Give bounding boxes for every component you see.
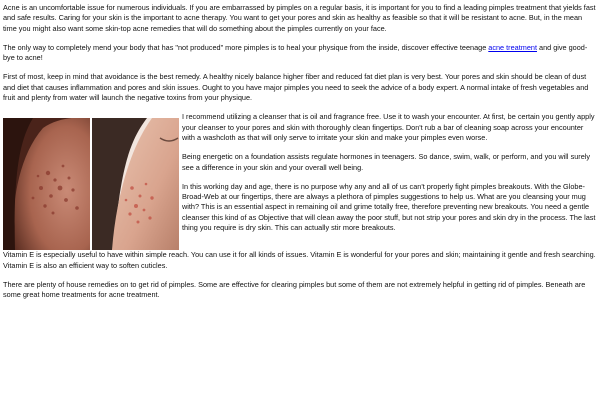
paragraph-home-remedies: There are plenty of house remedies on to get rid of pimples. Some are effective for clearing pimples but some of them are not extremely helpful in getting rid of pimples. Beneath are some great home treatments for acne treatment. [3, 279, 586, 300]
acne-treatment-link[interactable]: acne treatment [488, 42, 537, 52]
paragraph-vitamin-e: Vitamin E is especially useful to have within simple reach. You can use it for all kinds of issues. Vitamin E is wonderful for your pores and skin; maintaining it gentle and fresh searching. Vitamin E is also an efficient way to soften cuticles. [3, 250, 596, 270]
paragraph-intro: Acne is an uncomfortable issue for numerous individuals. If you are embarrassed by pimples on a regular basis, it is important for you to find a leading pimples treatment that yields fast and safe results. Caring for your skin is the important to acne therapy. You want to get your pores and skin as healthy as feasible so that it will be resistant to acne. But, in the mean time you might also want some skin-top acne remedies that will do something about the pimples currently on your face. [3, 3, 596, 33]
paragraph-text: The only way to completely mend your body that has "not produced" more pimples is to heal your physique from the inside, discover effective teenage [3, 42, 489, 52]
paragraph-cleanser: I recommend utilizing a cleanser that is oil and fragrance free. Use it to wash your encounter. At first, be certain you gently apply your cleanser to your pores and skin with thoroughly clean fingertips. Don't rub a bar of cleaning soap across your encounter with a washcloth as that will only serve to irritate your skin and make your pimples even worse. [182, 112, 595, 142]
acne-cheek-photo-left [3, 118, 90, 250]
paragraph-energetic: Being energetic on a foundation assists regulate hormones in teenagers. So dance, swim, walk, or perform, and you will surely see a difference in your skin and your overall well being. [182, 152, 591, 172]
acne-face-photo-right [92, 118, 179, 250]
paragraph-text: and give good-bye to acne! [3, 42, 588, 63]
paragraph-fight-breakouts: In this working day and age, there is no purpose why any and all of us can't properly fight pimples breakouts. With the Globe-Broad-Web at our fingertips, there are always a plethora of pimples suggestions to help us. What are you cleansing your mug with? This is an essential aspect in remaining oil and grime totally free, therefore preventing new breakouts. You need a gentle cleanser this kind of as Objective that will clean away the poor stuff, but not strip your pores and skin dry in the process. The last thing you require is dry skin. This can actually stir more breakouts. [182, 181, 596, 233]
paragraph-avoidance: First of most, keep in mind that avoidance is the best remedy. A healthy nicely balance higher fiber and reduced fat diet plan is very best. Your pores and skin should be clean of dust and diet that causes inflammation and pores and skin issues. Ought to you have major pimples you need to seek the advice of a body expert. A normal intake of fresh vegetables and fruit and plenty from water will launch the negative toxins from your physique. [3, 72, 589, 103]
paragraph-heal-inside [3, 43, 597, 64]
article [3, 3, 597, 310]
acne-before-after-photo [3, 118, 179, 250]
